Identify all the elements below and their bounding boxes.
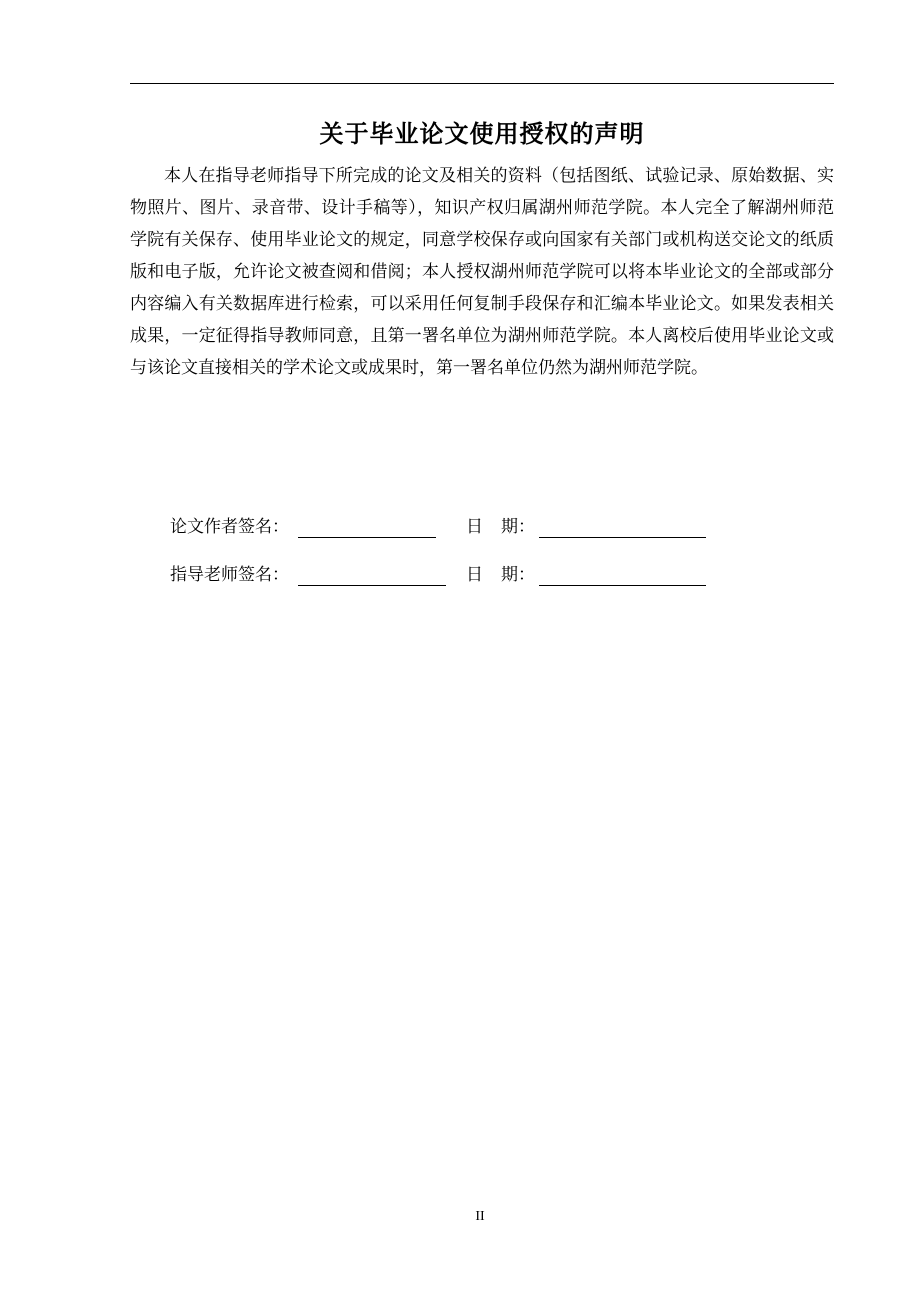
date-char-ri: 日 [466,565,483,585]
advisor-date-line [539,585,706,586]
page-title: 关于毕业论文使用授权的声明 [319,120,645,148]
date-char-qi: 期： [501,517,535,537]
advisor-signature-label: 指导老师签名： [170,565,289,585]
author-date-label [466,512,535,542]
author-signature-line [298,537,436,538]
advisor-date-label [466,560,535,590]
date-char-ri: 日 [466,517,483,537]
header-rule [130,83,834,84]
declaration-paragraph: 本人在指导老师指导下所完成的论文及相关的资料（包括图纸、试验记录、原始数据、实物照片、图片、录音带、设计手稿等），知识产权归属湖州师范学院。本人完全了解湖州师范学院有关保存、使用毕业论文的规定，同意学校保存或向国家有关部门或机构送交论文的纸质版和电子版，允许论文被查阅和借阅；本人授权湖州师范学院可以将本毕业论文的全部或部分内容编入有关数据库进行检索，可以采用任何复制手段保存和汇编本毕业论文。如果发表相关成果，一定征得指导教师同意，且第一署名单位为湖州师范学院。本人离校后使用毕业论文或与该论文直接相关的学术论文或成果时，第一署名单位仍然为湖州师范学院。 [130,166,834,378]
author-signature-label: 论文作者签名： [170,517,289,537]
advisor-signature-line [298,585,446,586]
author-date-line [539,537,706,538]
page-number: II [475,1209,485,1224]
date-char-qi: 期： [501,565,535,585]
